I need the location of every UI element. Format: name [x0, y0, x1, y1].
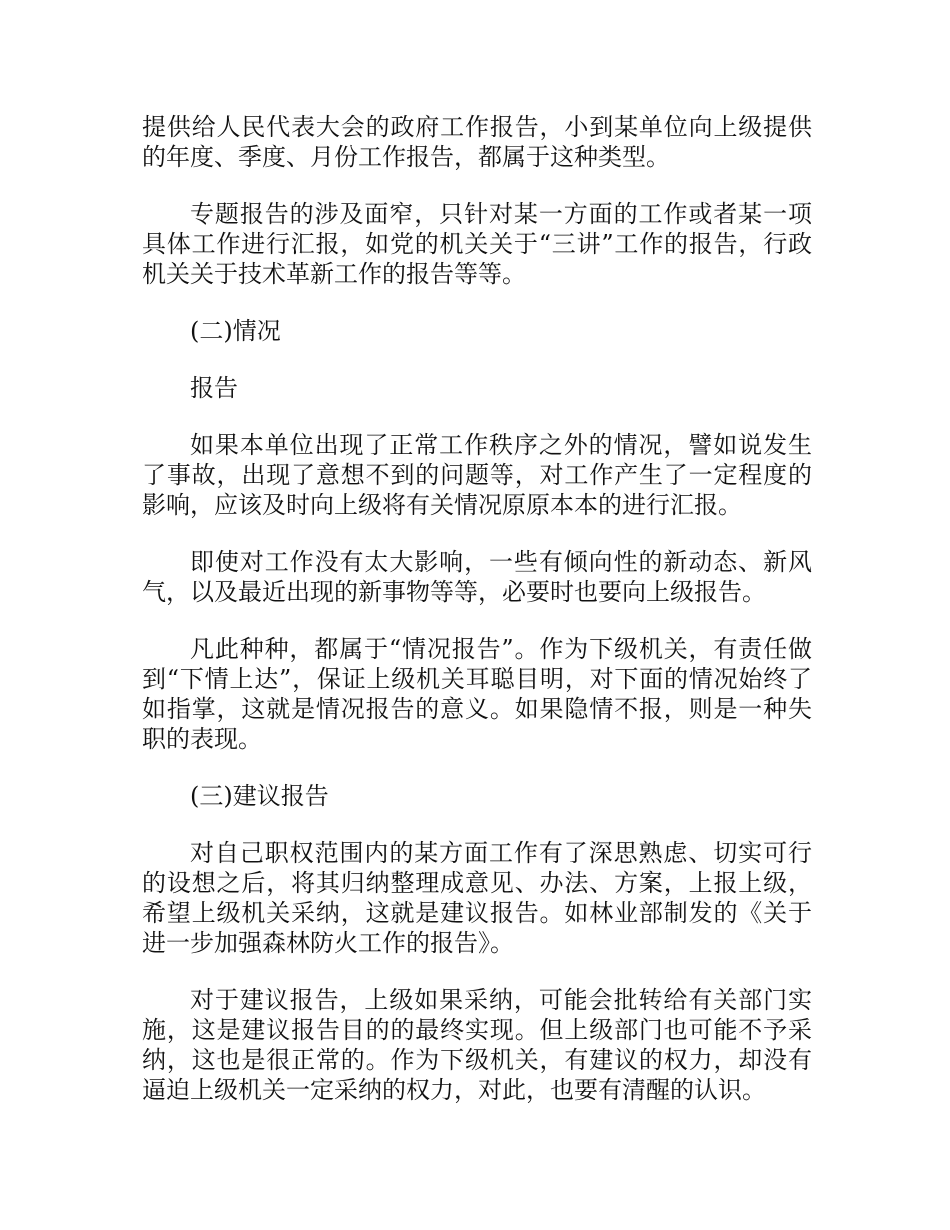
paragraph-2: 专题报告的涉及面窄，只针对某一方面的工作或者某一项具体工作进行汇报，如党的机关关于“三讲”工作的报告，行政机关关于技术革新工作的报告等等。 [142, 200, 812, 288]
paragraph-3: 如果本单位出现了正常工作秩序之外的情况，譬如说发生了事故，出现了意想不到的问题等，对工作产生了一定程度的影响，应该及时向上级将有关情况原原本本的进行汇报。 [142, 431, 812, 519]
document-page [142, 112, 812, 1132]
paragraph-7: 对于建议报告，上级如果采纳，可能会批转给有关部门实施，这是建议报告目的的最终实现。但上级部门也可能不予采纳，这也是很正常的。作为下级机关，有建议的权力，却没有逼迫上级机关一定采纳的权力，对此，也要有清醒的认识。 [142, 986, 812, 1104]
section-heading-3: (三)建议报告 [190, 782, 329, 810]
paragraph-4: 即使对工作没有太大影响，一些有倾向性的新动态、新风气，以及最近出现的新事物等等，必要时也要向上级报告。 [142, 548, 812, 606]
paragraph-6: 对自己职权范围内的某方面工作有了深思熟虑、切实可行的设想之后，将其归纳整理成意见、办法、方案，上报上级，希望上级机关采纳，这就是建议报告。如林业部制发的《关于进一步加强森林防火工作的报告》。 [142, 839, 812, 957]
section-heading-2-cont: 报告 [190, 374, 238, 402]
paragraph-1: 提供给人民代表大会的政府工作报告，小到某单位向上级提供的年度、季度、月份工作报告，都属于这种类型。 [142, 113, 812, 171]
section-heading-2: (二)情况 [190, 317, 281, 345]
paragraph-5: 凡此种种，都属于“情况报告”。作为下级机关，有责任做到“下情上达”，保证上级机关耳聪目明，对下面的情况始终了如指掌，这就是情况报告的意义。如果隐情不报，则是一种失职的表现。 [142, 635, 812, 753]
